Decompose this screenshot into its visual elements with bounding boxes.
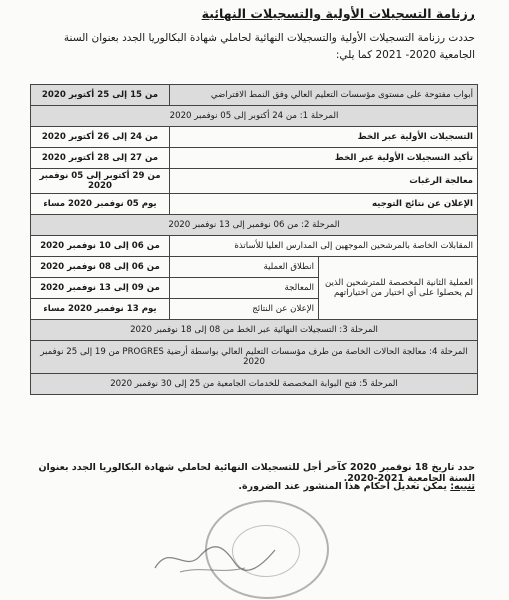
phase-header: المرحلة 4: معالجة الحالات الخاصة من طرف مؤسسات التعليم العالي بواسطة أرضية PROGRES من 19 إلى 25 نوفمبر 2020: [31, 341, 478, 374]
table-row: [31, 106, 478, 127]
row-label: معالجة الرغبات: [170, 169, 478, 194]
row-date: من 09 إلى 13 نوفمبر 2020: [31, 278, 170, 299]
sub-label: انطلاق العملية: [170, 257, 319, 278]
signature: [150, 538, 280, 578]
row-date: من 06 إلى 08 نوفمبر 2020: [31, 257, 170, 278]
phase-header: المرحلة 5: فتح البوابة المخصصة للخدمات الجامعية من 25 إلى 30 نوفمبر 2020: [31, 374, 478, 395]
document-title: رزنامة التسجيلات الأولية والتسجيلات النهائية: [201, 6, 475, 21]
sub-label: الإعلان عن النتائج: [170, 299, 319, 320]
row-label: المقابلات الخاصة بالمرشحين الموجهين إلى المدارس العليا للأساتذة: [170, 236, 478, 257]
row-date: من 24 إلى 26 أكتوبر 2020: [31, 127, 170, 148]
table-row: [31, 194, 478, 215]
warning-text: يمكن تعديل أحكام هذا المنشور عند الضرورة.: [238, 481, 451, 492]
row-date: من 06 إلى 10 نوفمبر 2020: [31, 236, 170, 257]
table-row: [31, 341, 478, 374]
row-date: من 15 إلى 25 أكتوبر 2020: [31, 85, 170, 106]
warning-note: [20, 481, 475, 492]
row-label: التسجيلات الأولية عبر الخط: [170, 127, 478, 148]
phase-header: المرحلة 2: من 06 نوفمبر إلى 13 نوفمبر 2020: [31, 215, 478, 236]
phase-header: المرحلة 1: من 24 أكتوبر إلى 05 نوفمبر 2020: [31, 106, 478, 127]
table-row: [31, 85, 478, 106]
table-row: [31, 236, 478, 257]
table-row: [31, 257, 478, 278]
group-label: العملية الثانية المخصصة للمترشحين الذين لم يحصلوا على أي اختيار من اختياراتهم: [319, 257, 478, 320]
row-label: الإعلان عن نتائج التوجيه: [170, 194, 478, 215]
table-row: [31, 215, 478, 236]
row-date: يوم 13 نوفمبر 2020 مساء: [31, 299, 170, 320]
row-date: من 27 إلى 28 أكتوبر 2020: [31, 148, 170, 169]
row-date: يوم 05 نوفمبر 2020 مساء: [31, 194, 170, 215]
sub-label: المعالجة: [170, 278, 319, 299]
row-date: من 29 أكتوبر إلى 05 نوفمبر 2020: [31, 169, 170, 194]
calendar-table: [30, 84, 478, 395]
phase-header: المرحلة 3: التسجيلات النهائية عبر الخط من 08 إلى 18 نوفمبر 2020: [31, 320, 478, 341]
table-row: [31, 169, 478, 194]
warning-label: تنبيه:: [450, 481, 475, 492]
table-row: [31, 374, 478, 395]
table-row: [31, 320, 478, 341]
table-row: [31, 127, 478, 148]
intro-paragraph: حددت رزنامة التسجيلات الأولية والتسجيلات النهائية لحاملي شهادة البكالوريا الجدد بعنوان السنة الجامعية 2020- 2021 كما يلي:: [63, 32, 475, 61]
deadline-note: حدد تاريخ 18 نوفمبر 2020 كآخر أجل للتسجيلات النهائية لحاملي شهادة البكالوريا الجدد بعنوان السنة الجامعية 2021-2020.: [38, 462, 475, 484]
row-label: تأكيد التسجيلات الأولية عبر الخط: [170, 148, 478, 169]
row-label: أبواب مفتوحة على مستوى مؤسسات التعليم العالي وفق النمط الافتراضي: [170, 85, 478, 106]
table-row: [31, 148, 478, 169]
